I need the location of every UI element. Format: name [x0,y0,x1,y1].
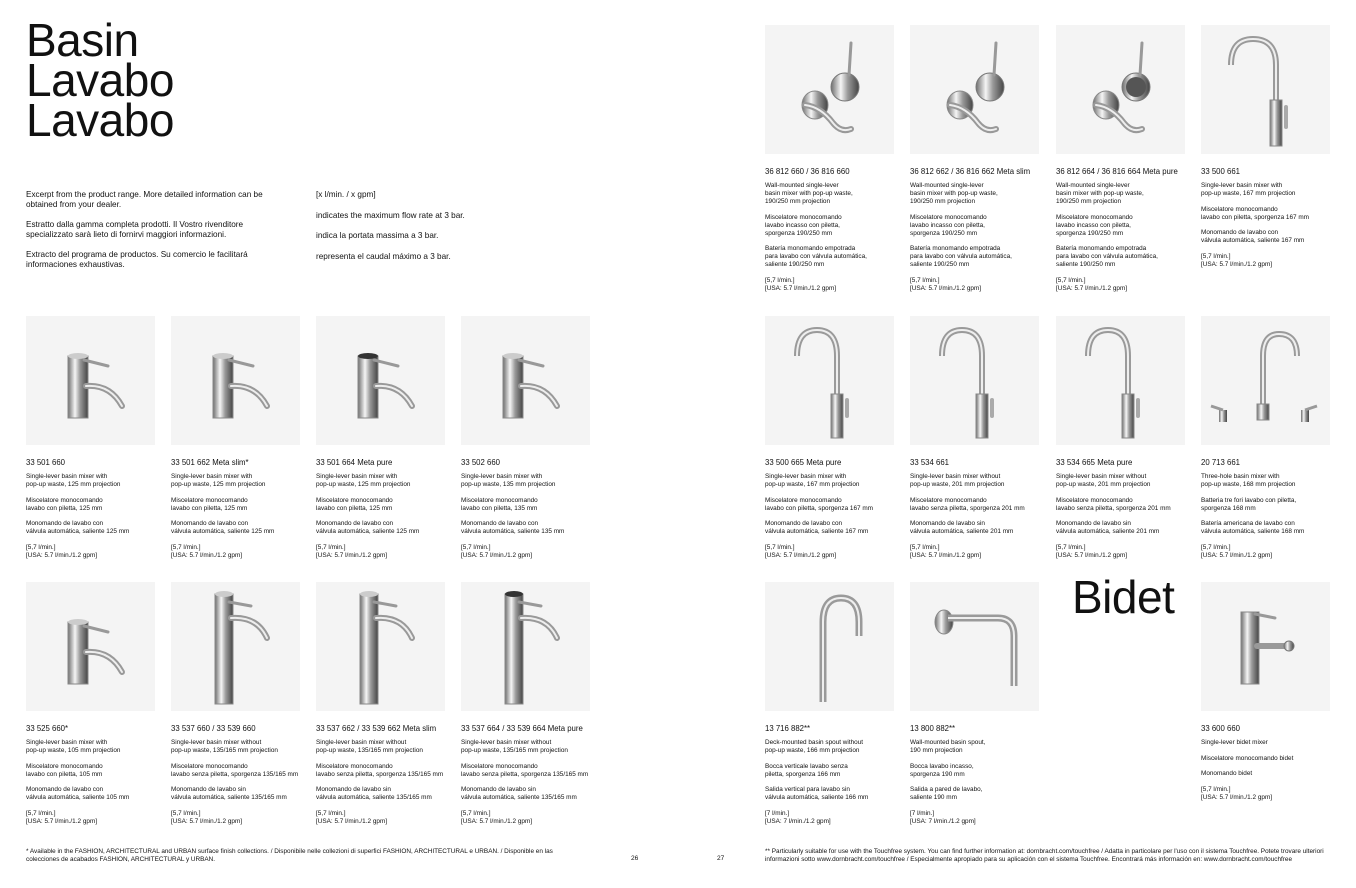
gooseneck-mixer-icon [765,316,894,445]
heading-line-es: Lavabo [26,94,174,146]
product-description-en: Single-lever basin mixer without pop-up waste, 201 mm projection [1056,473,1151,488]
product-code: 33 500 665 Meta pure [765,458,842,467]
product-description [765,739,895,826]
product-card [171,316,301,567]
product-code: 33 534 661 [910,458,950,467]
heading-line-it: Lavabo [26,54,174,106]
wall-mixer-icon [1056,25,1185,154]
product-flow-rate: [5,7 l/min.] [USA: 5.7 l/min./1.2 gpm] [171,809,243,825]
product-description-es: Monomando de lavabo sin válvula automática, saliente 201 mm [1056,520,1160,535]
product-description-es: Salida a pared de lavabo, saliente 190 mm [910,786,983,801]
intro-es: Extracto del programa de productos. Su comercio le facilitará informaciones exhaustivas. [26,250,248,269]
product-description-en: Single-lever basin mixer with pop-up waste, 167 mm projection [765,473,860,488]
product-description [1201,182,1331,269]
product-description-it: Miscelatore monocomando lavabo incasso con piletta, sporgenza 190/250 mm [1056,213,1133,237]
product-code: 33 537 664 / 33 539 664 Meta pure [461,724,583,733]
basin-mixer-icon [316,316,445,445]
product-card [461,582,591,833]
product-card [171,582,301,833]
product-description-en: Single-lever bidet mixer [1201,739,1268,746]
tall-gooseneck-mixer-icon [1201,25,1330,154]
product-flow-rate: [5,7 l/min.] [USA: 5.7 l/min./1.2 gpm] [461,809,533,825]
product-description-es: Monomando de lavabo con válvula automática, saliente 125 mm [26,520,130,535]
page-number-left: 26 [631,855,639,862]
product-card [1201,25,1331,276]
product-photo [1201,316,1330,445]
product-code: 33 537 662 / 33 539 662 Meta slim [316,724,437,733]
product-code: 36 812 660 / 36 816 660 [765,167,850,176]
product-description-en: Single-lever basin mixer with pop-up waste, 125 mm projection [26,473,121,488]
flow-legend-it: indica la portata massima a 3 bar. [316,231,439,240]
product-description [26,473,156,560]
product-description-it: Miscelatore monocomando lavabo senza piletta, sporgenza 135/165 mm [316,762,444,778]
product-description-it: Batteria tre fori lavabo con piletta, sporgenza 168 mm [1201,496,1297,512]
product-flow-rate: [5,7 l/min.] [USA: 5.7 l/min./1.2 gpm] [461,543,533,559]
product-description-it: Miscelatore monocomando bidet [1201,754,1294,762]
product-description-en: Three-hole basin mixer with pop-up waste, 168 mm projection [1201,473,1296,488]
product-description-en: Wall-mounted single-lever basin mixer with pop-up waste, 190/250 mm projection [1056,182,1144,205]
product-flow-rate: [7 l/min.] [USA: 7 l/min./1.2 gpm] [765,809,831,825]
product-flow-rate: [5,7 l/min.] [USA: 5.7 l/min./1.2 gpm] [1056,543,1128,559]
product-card [765,316,895,567]
product-card [765,582,895,833]
product-card [461,316,591,567]
product-description-es: Batería monomando empotrada para lavabo con válvula automática, saliente 190/250 mm [765,245,867,268]
product-flow-rate: [5,7 l/min.] [USA: 5.7 l/min./1.2 gpm] [1201,785,1273,801]
product-description-es: Monomando de lavabo con válvula automática, saliente 105 mm [26,786,130,801]
product-code: 33 537 660 / 33 539 660 [171,724,256,733]
product-description-it: Miscelatore monocomando lavabo incasso con piletta, sporgenza 190/250 mm [910,213,987,237]
product-photo [765,316,894,445]
product-photo [461,316,590,445]
product-description-es: Monomando de lavabo con válvula automática, saliente 125 mm [171,520,275,535]
product-flow-rate: [5,7 l/min.] [USA: 5.7 l/min./1.2 gpm] [26,543,98,559]
product-description-it: Bocca verticale lavabo senza piletta, sporgenza 166 mm [765,762,848,778]
product-description-es: Monomando bidet [1201,770,1253,777]
product-description-es: Monomando de lavabo sin válvula automática, saliente 135/165 mm [461,786,577,801]
product-description [765,473,895,560]
product-code: 33 534 665 Meta pure [1056,458,1133,467]
intro-it: Estratto dalla gamma completa prodotti. Il Vostro rivenditore specializzato sarà lieto di fornirvi maggiori informazioni. [26,220,244,239]
product-photo [461,582,590,711]
product-description [1056,182,1186,293]
intro-en: Excerpt from the product range. More detailed information can be obtained from your dealer. [26,190,263,209]
product-code: 20 713 661 [1201,458,1241,467]
product-photo [316,316,445,445]
product-description [461,739,591,826]
product-description-en: Single-lever basin mixer with pop-up waste, 125 mm projection [171,473,266,488]
product-code: 33 500 661 [1201,167,1241,176]
product-code: 36 812 662 / 36 816 662 Meta slim [910,167,1031,176]
product-description [461,473,591,560]
product-description [1056,473,1186,560]
product-flow-rate: [5,7 l/min.] [USA: 5.7 l/min./1.2 gpm] [26,809,98,825]
product-description-it: Miscelatore monocomando lavabo con piletta, 135 mm [461,496,538,512]
product-description-en: Wall-mounted single-lever basin mixer with pop-up waste, 190/250 mm projection [765,182,853,205]
product-description-es: Monomando de lavabo sin válvula automática, saliente 135/165 mm [171,786,287,801]
product-description [765,182,895,293]
product-description-es: Monomando de lavabo con válvula automática, saliente 167 mm [765,520,869,535]
product-description [1201,473,1331,560]
product-description-es: Batería monomando empotrada para lavabo con válvula automática, saliente 190/250 mm [910,245,1012,268]
product-card [316,316,446,567]
product-description-en: Single-lever basin mixer with pop-up waste, 167 mm projection [1201,182,1296,197]
product-description-it: Miscelatore monocomando lavabo senza piletta, sporgenza 135/165 mm [171,762,299,778]
product-card [26,582,156,833]
product-description-en: Single-lever basin mixer without pop-up waste, 135/165 mm projection [316,739,423,754]
product-description-es: Salida vertical para lavabo sin válvula automática, saliente 166 mm [765,786,869,801]
product-card [1056,316,1186,567]
product-photo [910,582,1039,711]
product-flow-rate: [5,7 l/min.] [USA: 5.7 l/min./1.2 gpm] [316,809,388,825]
product-description-it: Miscelatore monocomando lavabo senza piletta, sporgenza 201 mm [910,496,1025,512]
basin-mixer-icon [171,316,300,445]
product-code: 33 501 662 Meta slim* [171,458,249,467]
product-code: 33 600 660 [1201,724,1241,733]
product-description [171,739,301,826]
product-photo [1056,316,1185,445]
product-description-es: Monomando de lavabo sin válvula automática, saliente 135/165 mm [316,786,432,801]
product-card [1201,316,1331,567]
product-description-it: Miscelatore monocomando lavabo con piletta, 105 mm [26,762,103,778]
product-description-it: Miscelatore monocomando lavabo incasso con piletta, sporgenza 190/250 mm [765,213,842,237]
flow-legend-unit: [x l/min. / x gpm] [316,190,376,199]
intro-text [26,190,286,280]
product-description-it: Bocca lavabo incasso, sporgenza 190 mm [910,762,974,778]
product-description-it: Miscelatore monocomando lavabo senza piletta, sporgenza 135/165 mm [461,762,589,778]
product-description-it: Miscelatore monocomando lavabo con piletta, 125 mm [26,496,103,512]
product-description-it: Miscelatore monocomando lavabo con piletta, sporgenza 167 mm [765,496,873,512]
product-description-en: Deck-mounted basin spout without pop-up waste, 166 mm projection [765,739,864,754]
wall-spout-icon [910,582,1039,711]
page-number-right: 27 [717,855,725,862]
product-description-es: Monomando de lavabo con válvula automática, saliente 135 mm [461,520,565,535]
product-flow-rate: [5,7 l/min.] [USA: 5.7 l/min./1.2 gpm] [910,543,982,559]
product-card [910,582,1040,833]
product-flow-rate: [5,7 l/min.] [USA: 5.7 l/min./1.2 gpm] [1201,543,1273,559]
product-flow-rate: [7 l/min.] [USA: 7 l/min./1.2 gpm] [910,809,976,825]
page-heading [26,14,174,146]
gooseneck-mixer-icon [910,316,1039,445]
product-description-en: Single-lever basin mixer without pop-up waste, 135/165 mm projection [171,739,278,754]
product-description-es: Monomando de lavabo con válvula automática, saliente 167 mm [1201,229,1305,244]
footnote-left: * Available in the FASHION, ARCHITECTURAL and URBAN surface finish collections. / Disponibile nelle collezioni di superfici FASHION, ARCHITECTURAL e URBAN. / Disponible en las colecciones de acabados FASHION, ARCHITECTURAL y URBAN. [26,848,553,863]
product-code: 33 501 664 Meta pure [316,458,393,467]
product-photo [171,582,300,711]
product-description [910,473,1040,560]
product-description-es: Batería monomando empotrada para lavabo con válvula automática, saliente 190/250 mm [1056,245,1158,268]
product-flow-rate: [5,7 l/min.] [USA: 5.7 l/min./1.2 gpm] [765,543,837,559]
product-description-en: Single-lever basin mixer without pop-up waste, 201 mm projection [910,473,1005,488]
product-description [316,739,446,826]
product-code: 33 501 660 [26,458,66,467]
product-card [910,316,1040,567]
product-description-it: Miscelatore monocomando lavabo con piletta, 125 mm [316,496,393,512]
product-card [765,25,895,300]
product-photo [765,25,894,154]
flow-legend [316,190,546,272]
product-description-en: Single-lever basin mixer with pop-up waste, 135 mm projection [461,473,556,488]
product-description [910,739,1040,826]
product-photo [910,316,1039,445]
product-code: 13 716 882** [765,724,811,733]
basin-mixer-icon [26,316,155,445]
product-flow-rate: [5,7 l/min.] [USA: 5.7 l/min./1.2 gpm] [171,543,243,559]
product-photo [171,316,300,445]
product-photo [1201,25,1330,154]
product-photo [26,316,155,445]
product-code: 33 525 660* [26,724,69,733]
wall-mixer-icon [765,25,894,154]
basin-mixer-icon [26,582,155,711]
flow-legend-es: representa el caudal máximo a 3 bar. [316,251,451,261]
product-card [1201,582,1331,809]
product-card [316,582,446,833]
product-code: 33 502 660 [461,458,501,467]
product-photo [1056,25,1185,154]
tall-basin-mixer-icon [171,582,300,711]
product-description-it: Miscelatore monocomando lavabo senza piletta, sporgenza 201 mm [1056,496,1171,512]
product-description-en: Single-lever basin mixer with pop-up waste, 105 mm projection [26,739,121,754]
product-flow-rate: [5,7 l/min.] [USA: 5.7 l/min./1.2 gpm] [910,276,982,292]
product-photo [765,582,894,711]
product-card [910,25,1040,300]
product-description [26,739,156,826]
product-flow-rate: [5,7 l/min.] [USA: 5.7 l/min./1.2 gpm] [1201,252,1273,268]
wall-mixer-icon [910,25,1039,154]
product-description [171,473,301,560]
product-photo [910,25,1039,154]
product-description [910,182,1040,293]
product-flow-rate: [5,7 l/min.] [USA: 5.7 l/min./1.2 gpm] [765,276,837,292]
product-description-es: Monomando de lavabo sin válvula automática, saliente 201 mm [910,520,1014,535]
tall-basin-mixer-icon [461,582,590,711]
product-description-es: Monomando de lavabo con válvula automática, saliente 125 mm [316,520,420,535]
product-description-it: Miscelatore monocomando lavabo con piletta, 125 mm [171,496,248,512]
bidet-mixer-icon [1201,582,1330,711]
flow-legend-en: indicates the maximum flow rate at 3 bar. [316,210,465,220]
bidet-heading: Bidet [1072,571,1175,623]
product-description [316,473,446,560]
product-card [26,316,156,567]
product-description-en: Single-lever basin mixer without pop-up waste, 135/165 mm projection [461,739,568,754]
basin-mixer-icon [461,316,590,445]
product-description-en: Wall-mounted basin spout, 190 mm projection [910,739,986,754]
product-card [1056,25,1186,300]
product-photo [1201,582,1330,711]
product-description-en: Single-lever basin mixer with pop-up waste, 125 mm projection [316,473,411,488]
deck-spout-icon [765,582,894,711]
product-flow-rate: [5,7 l/min.] [USA: 5.7 l/min./1.2 gpm] [316,543,388,559]
product-code: 13 800 882** [910,724,956,733]
product-description [1201,739,1331,802]
product-code: 36 812 664 / 36 816 664 Meta pure [1056,167,1178,176]
product-flow-rate: [5,7 l/min.] [USA: 5.7 l/min./1.2 gpm] [1056,276,1128,292]
tall-basin-mixer-icon [316,582,445,711]
gooseneck-mixer-icon [1056,316,1185,445]
three-hole-mixer-icon [1201,316,1330,445]
product-description-it: Miscelatore monocomando lavabo con piletta, sporgenza 167 mm [1201,205,1309,221]
product-description-es: Batería americana de lavabo con válvula automática, saliente 168 mm [1201,520,1305,535]
heading-line-en: Basin [26,14,139,66]
product-photo [26,582,155,711]
product-description-en: Wall-mounted single-lever basin mixer with pop-up waste, 190/250 mm projection [910,182,998,205]
footnote-right: ** Particularly suitable for use with the Touchfree system. You can find further information at: dornbracht.com/touchfree / Adatta in particolare per l'uso con il sistema Touchfree. Potete trovare ulteriori informazioni sotto www.dornbracht.com/touchfree / Especialmente apropiado para su aplicación con el sistema Touchfree. Encontrará más información en: www.dornbracht.com/touchfree [765,848,1324,863]
product-photo [316,582,445,711]
